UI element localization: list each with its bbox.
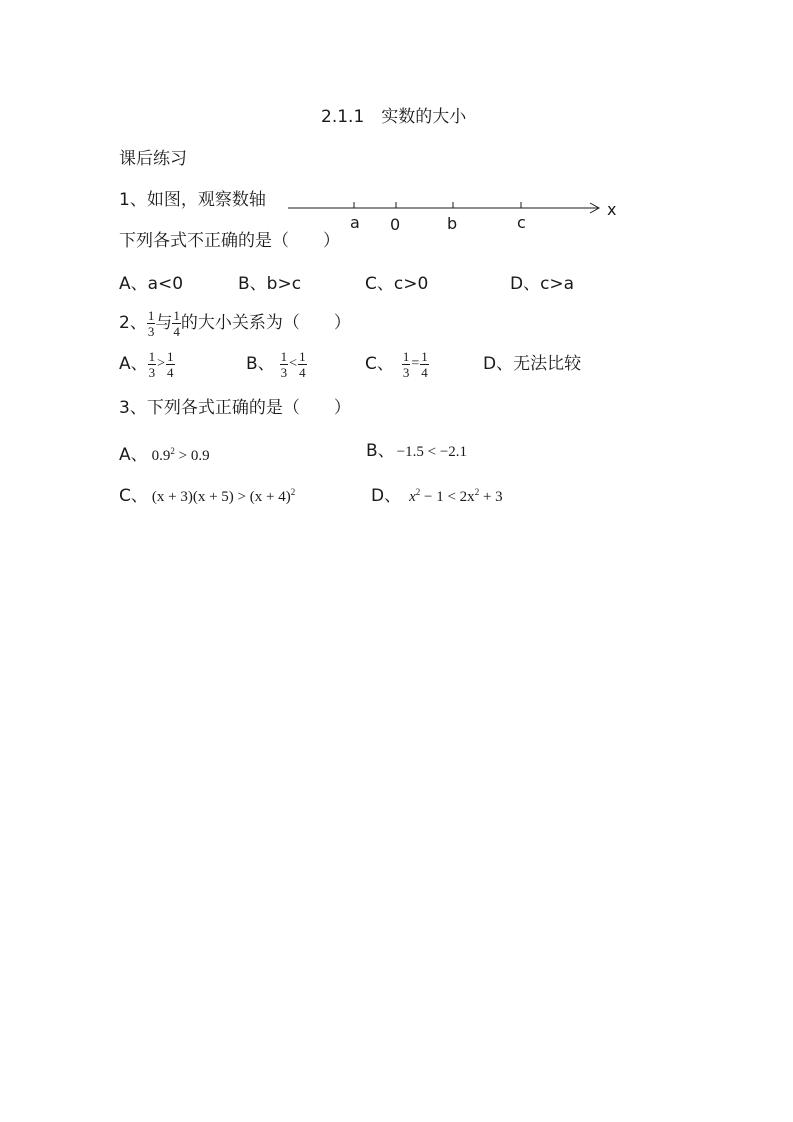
q3-option-d: D、 $x^2 - 1 < 2x^2 + 3$ xyxy=(371,486,503,506)
q3-option-a: A、 $0.9^2 > 0.9$ xyxy=(119,445,210,465)
q2-tail: 的大小关系为（ ） xyxy=(180,313,351,333)
q3-option-b: B、 −1.5 < −2.1 xyxy=(366,441,468,461)
q2-stem xyxy=(119,305,351,345)
page-title: 2.1.1 实数的大小 xyxy=(321,107,467,127)
q2-fraction-1: $\frac{1}{3}$ xyxy=(147,307,155,339)
axis-label-0: 0 xyxy=(390,215,401,234)
q1-option-d: D、c>a xyxy=(510,274,575,294)
q2-fraction-2: $\frac{1}{4}$ xyxy=(173,307,180,339)
q2-option-b: B、 $\frac{1}{3}$ < $\frac{1}{4}$ xyxy=(246,348,306,380)
q1-option-b: B、b>c xyxy=(238,274,302,294)
q2-option-a: A、 $\frac{1}{3}$ > $\frac{1}{4}$ xyxy=(119,348,174,380)
q1-line2: 下列各式不正确的是（ ） xyxy=(119,231,340,251)
axis-var-x: x xyxy=(607,200,617,219)
q1-option-a: A、a<0 xyxy=(119,274,184,294)
q1-stem: 1、如图，观察数轴 xyxy=(119,190,266,210)
q3-option-c: C、 $(x + 3)(x + 5) > (x + 4)^2$ xyxy=(119,486,296,506)
axis-label-b: b xyxy=(447,214,458,233)
q3-stem: 3、下列各式正确的是（ ） xyxy=(119,398,351,418)
section-heading: 课后练习 xyxy=(119,149,187,169)
q2-option-c: C、 $\frac{1}{3}$ = $\frac{1}{4}$ xyxy=(365,348,428,380)
q2-option-d: D、无法比较 xyxy=(483,354,582,374)
axis-label-c: c xyxy=(517,213,526,232)
q1-option-c: C、c>0 xyxy=(365,274,429,294)
axis-label-a: a xyxy=(350,213,360,232)
q2-join: 与 xyxy=(155,313,173,333)
q2-number: 2、 xyxy=(119,313,147,333)
